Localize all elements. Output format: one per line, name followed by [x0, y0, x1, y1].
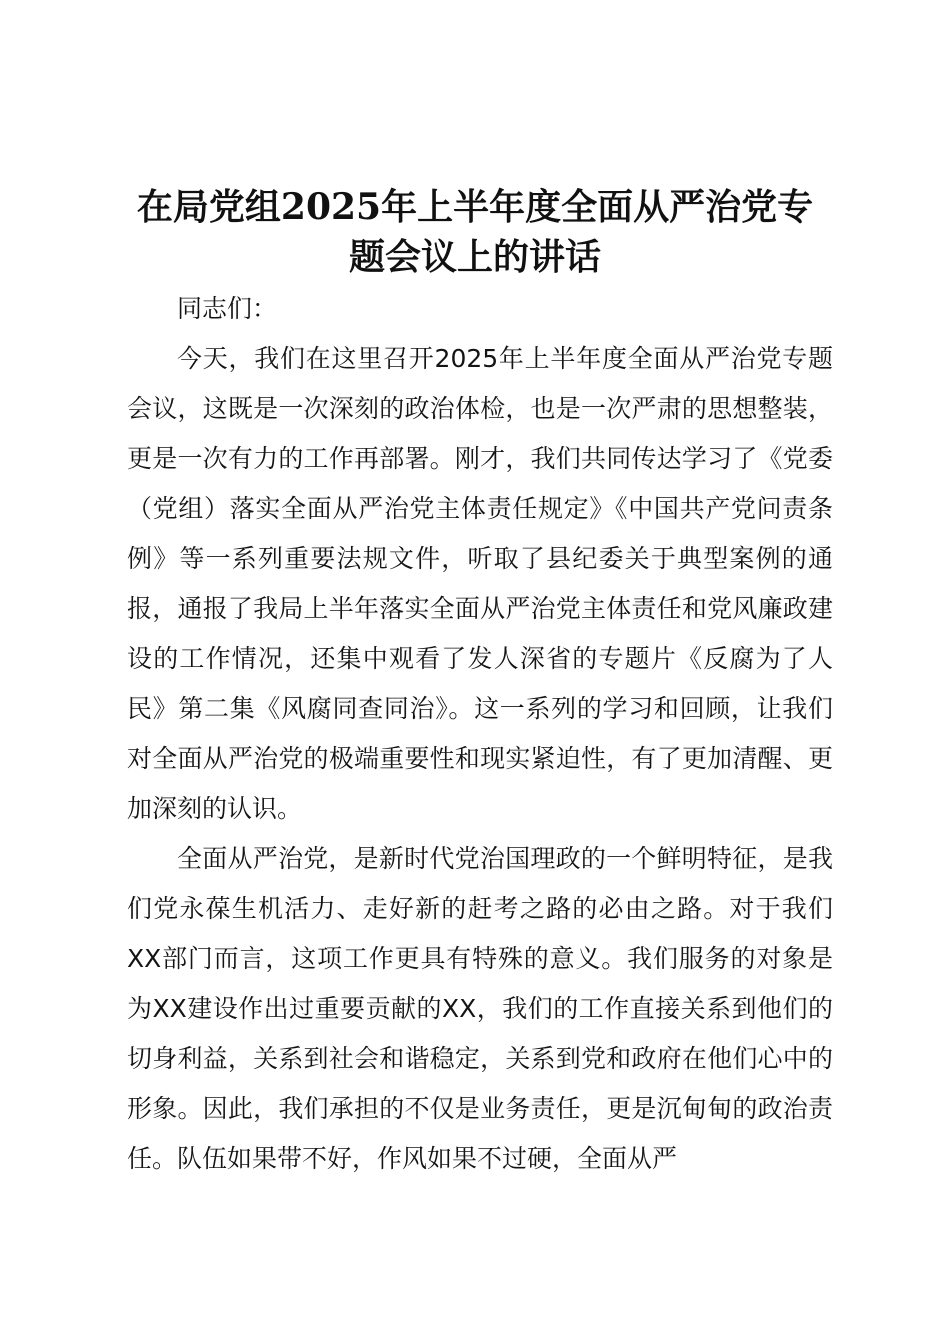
paragraph-2: 全面从严治党，是新时代党治国理政的一个鲜明特征，是我们党永葆生机活力、走好新的赶考之路的必由之路。对于我们XX部门而言，这项工作更具有特殊的意义。我们服务的对象是为XX建设作出过重要贡献的XX，我们的工作直接关系到他们的切身利益，关系到社会和谐稳定，关系到党和政府在他们心中的形象。因此，我们承担的不仅是业务责任，更是沉甸甸的政治责任。队伍如果带不好，作风如果不过硬，全面从严: [127, 844, 833, 1173]
salutation: 同志们：: [177, 294, 278, 323]
document-title: 在局党组2025年上半年度全面从严治党专题会议上的讲话: [136, 186, 814, 278]
document-body: [127, 284, 833, 1184]
paragraph-1: 今天，我们在这里召开2025年上半年度全面从严治党专题会议，这既是一次深刻的政治体检，也是一次严肃的思想整装，更是一次有力的工作再部署。刚才，我们共同传达学习了《党委（党组）落实全面从严治党主体责任规定》《中国共产党问责条例》等一系列重要法规文件，听取了县纪委关于典型案例的通报，通报了我局上半年落实全面从严治党主体责任和党风廉政建设的工作情况，还集中观看了发人深省的专题片《反腐为了人民》第二集《风腐同查同治》。这一系列的学习和回顾，让我们对全面从严治党的极端重要性和现实紧迫性，有了更加清醒、更加深刻的认识。: [127, 344, 833, 823]
